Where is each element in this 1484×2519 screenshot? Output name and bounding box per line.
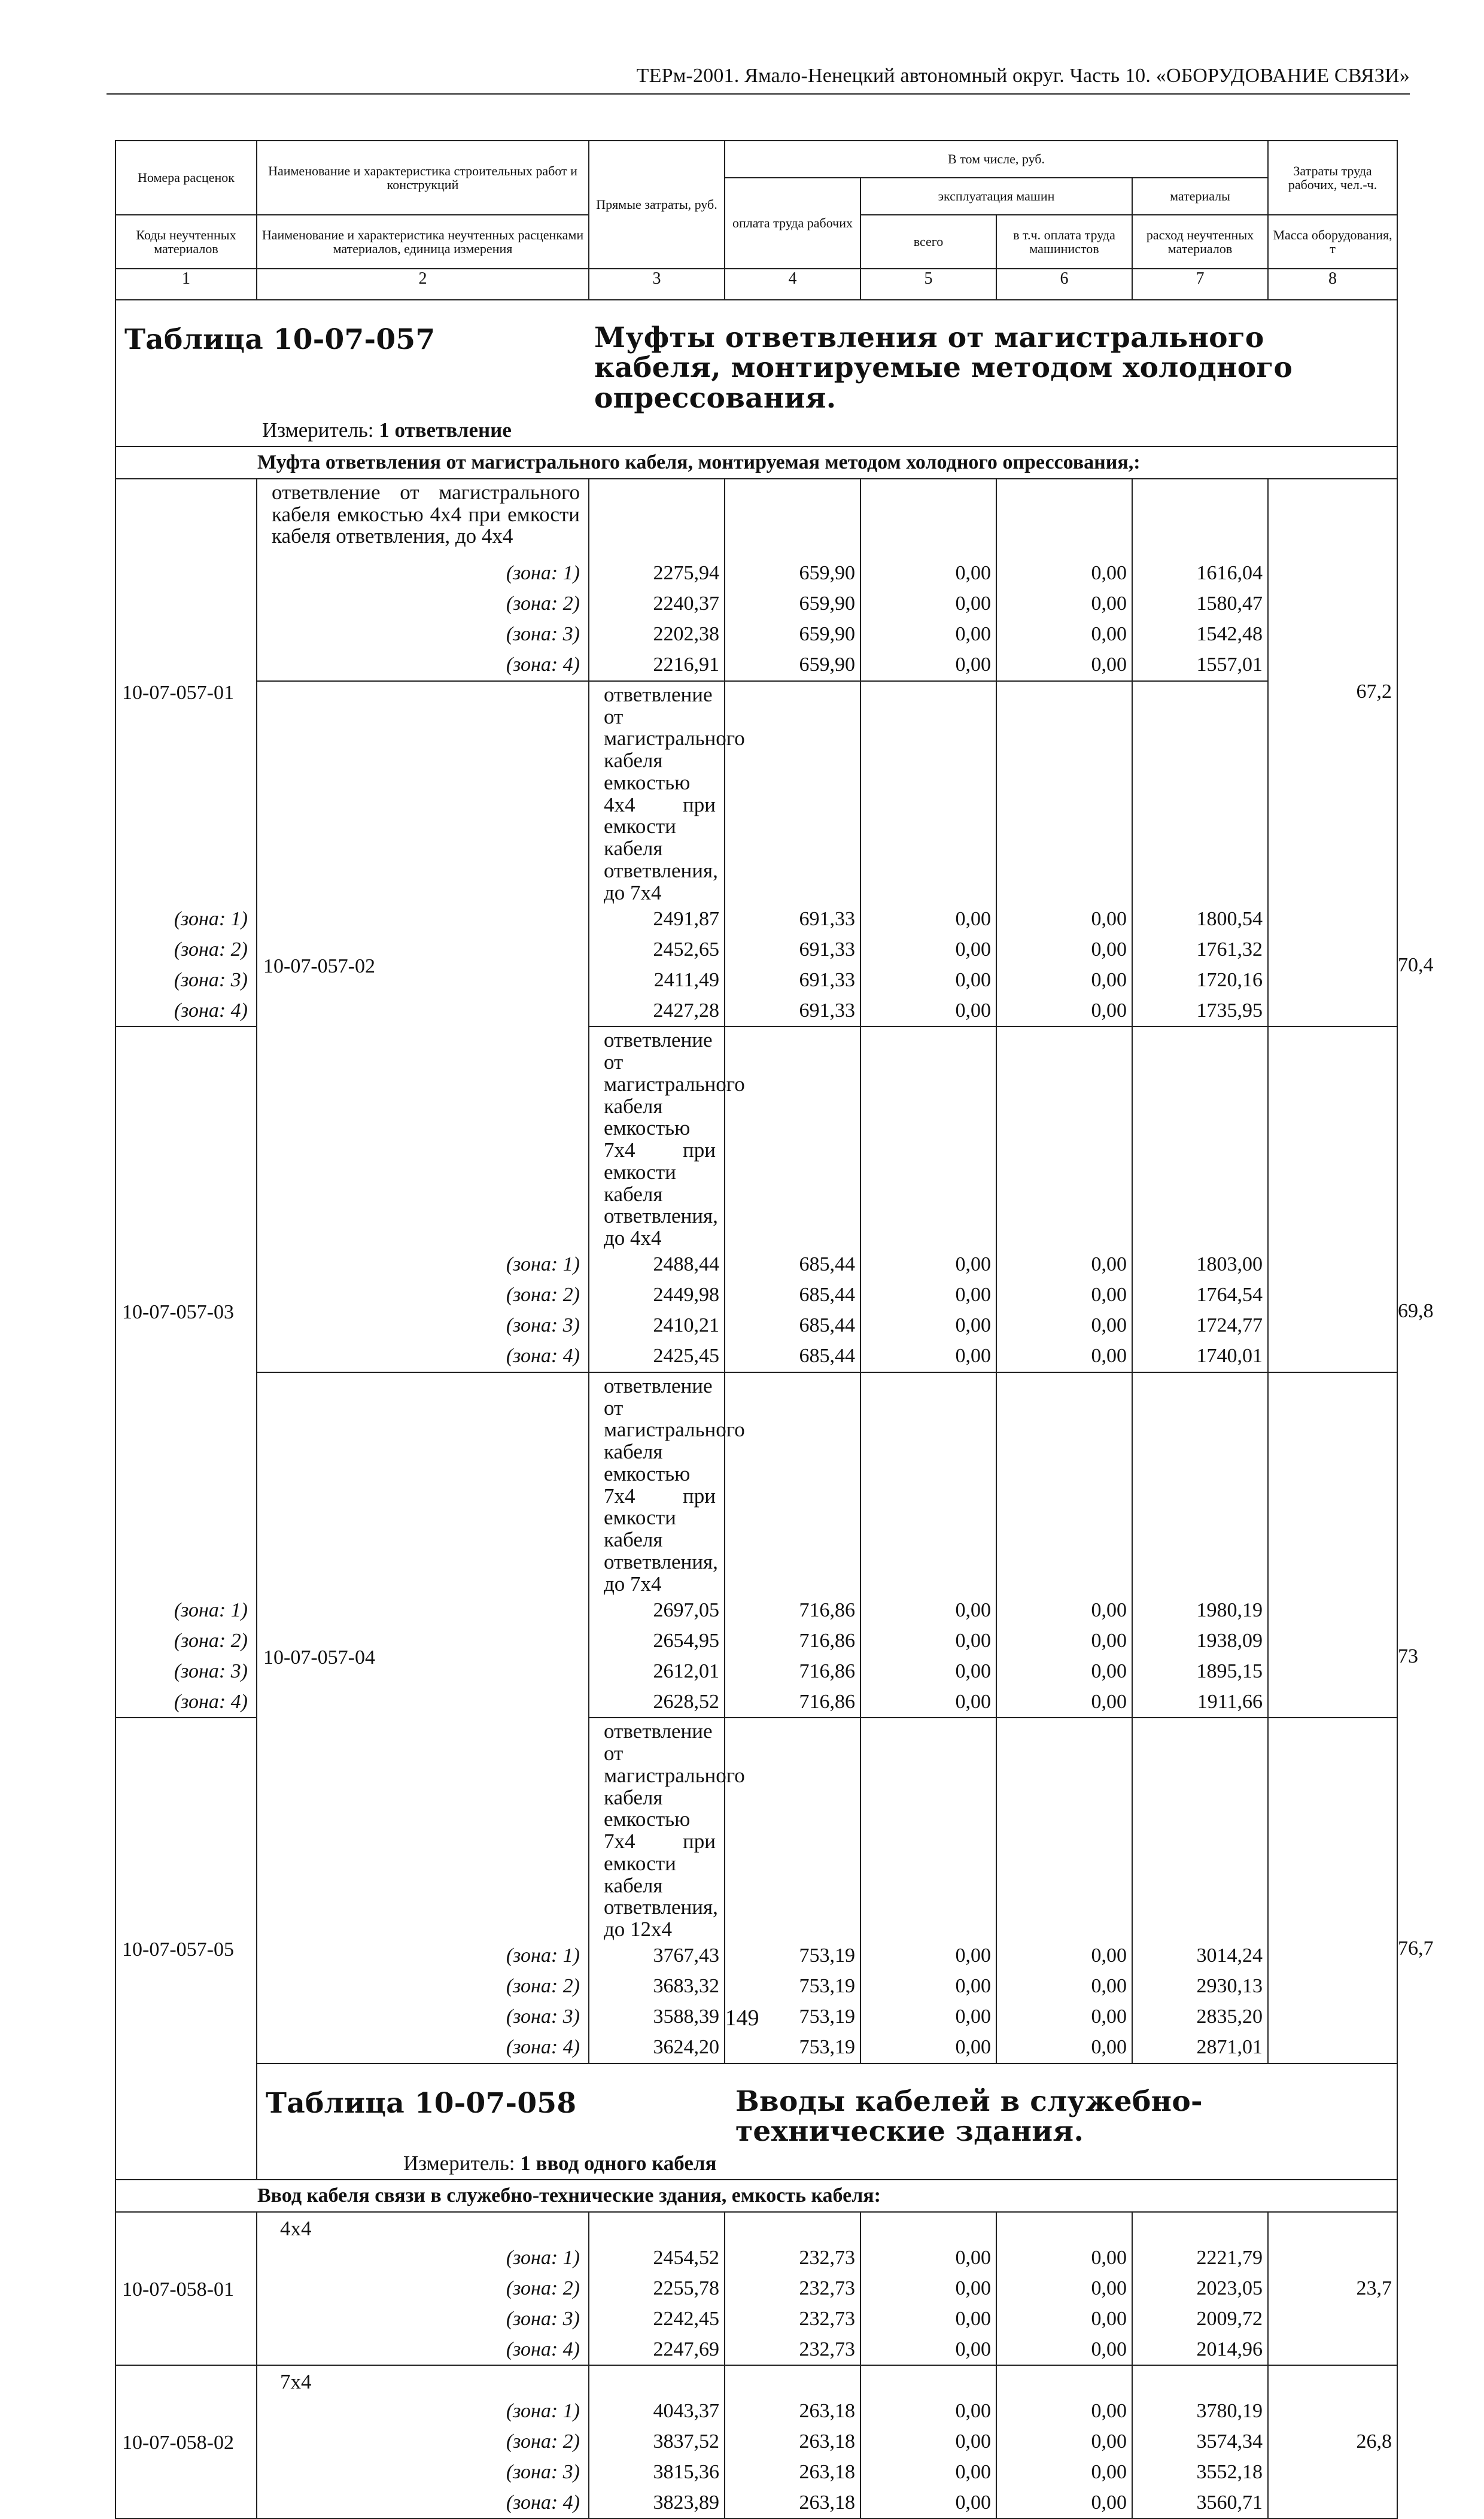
- item-row: 10-07-057-02 ответвление от магистрального кабеля емкостью 4х4 при емкости кабеля ответвления, до 7х4 70,4: [115, 681, 1397, 904]
- direct-cost: 2654,95: [589, 1625, 725, 1656]
- machines-cost: 0,00: [860, 650, 996, 681]
- machinists-cost: 0,00: [996, 2487, 1132, 2518]
- labor-cost: 716,86: [725, 1656, 860, 1687]
- column-number: 1: [115, 269, 257, 300]
- labor-cost: 659,90: [725, 650, 860, 681]
- machinists-cost: 0,00: [996, 904, 1132, 934]
- header-col2-top: Наименование и характеристика строительных работ и конструкций: [257, 141, 589, 215]
- empty-cell: [996, 2212, 1132, 2243]
- machinists-cost: 0,00: [996, 1625, 1132, 1656]
- direct-cost: 2411,49: [589, 965, 725, 995]
- machines-cost: 0,00: [860, 2487, 996, 2518]
- zone-label: (зона: 3): [257, 1311, 589, 1341]
- empty-cell: [589, 2365, 725, 2396]
- direct-cost: 3815,36: [589, 2457, 725, 2487]
- machinists-cost: 0,00: [996, 1971, 1132, 2002]
- zone-label: (зона: 2): [115, 934, 257, 965]
- zone-row: [115, 1941, 1397, 1971]
- empty-cell: [725, 1718, 860, 1941]
- labor-cost: 263,18: [725, 2426, 860, 2457]
- empty-cell: [1132, 681, 1268, 904]
- machines-cost: 0,00: [860, 2243, 996, 2273]
- machinists-cost: 0,00: [996, 1656, 1132, 1687]
- labor-cost: 659,90: [725, 558, 860, 589]
- header-col7-bottom: расход неучтенных материалов: [1132, 215, 1268, 269]
- empty-cell: [860, 479, 996, 558]
- zone-row: [115, 1250, 1397, 1280]
- direct-cost: 3624,20: [589, 2032, 725, 2064]
- machinists-cost: 0,00: [996, 619, 1132, 650]
- table-name: Муфты ответвления от магистрального кабеля, монтируемые методом холодного опрессования.: [594, 321, 1293, 415]
- rate-description: ответвление от магистрального кабеля емкостью 7х4 при емкости кабеля ответвления, до 4х4: [589, 1026, 725, 1250]
- direct-cost: 4043,37: [589, 2396, 725, 2426]
- machines-cost: 0,00: [860, 1656, 996, 1687]
- item-row: 10-07-057-03 ответвление от магистрального кабеля емкостью 7х4 при емкости кабеля ответвления, до 4х4 69,8: [115, 1026, 1397, 1250]
- rate-code: 10-07-057-04: [257, 1372, 589, 1941]
- empty-cell: [725, 1372, 860, 1596]
- zone-row: [115, 2304, 1397, 2334]
- labor-cost: 716,86: [725, 1595, 860, 1625]
- zone-row: [115, 558, 1397, 589]
- materials-cost: 2014,96: [1132, 2334, 1268, 2365]
- direct-cost: 2275,94: [589, 558, 725, 589]
- empty-cell: [1132, 2212, 1268, 2243]
- zone-row: [115, 1311, 1397, 1341]
- empty-cell: [860, 681, 996, 904]
- empty-cell: [860, 2212, 996, 2243]
- table-title-row: [115, 2064, 1397, 2180]
- column-number: 2: [257, 269, 589, 300]
- zone-label: (зона: 3): [257, 2457, 589, 2487]
- machines-cost: 0,00: [860, 965, 996, 995]
- zone-label: (зона: 2): [257, 1280, 589, 1311]
- materials-cost: 2930,13: [1132, 1971, 1268, 2002]
- materials-cost: 2009,72: [1132, 2304, 1268, 2334]
- zone-label: (зона: 1): [257, 558, 589, 589]
- header-col1-top: Номера расценок: [115, 141, 257, 215]
- materials-cost: 3780,19: [1132, 2396, 1268, 2426]
- machines-cost: 0,00: [860, 558, 996, 589]
- zone-label: (зона: 2): [257, 2426, 589, 2457]
- labor-cost: 716,86: [725, 1687, 860, 1718]
- header-col4: оплата труда рабочих: [725, 178, 860, 269]
- empty-cell: [860, 2365, 996, 2396]
- rate-description: 4х4: [257, 2212, 589, 2243]
- machines-cost: 0,00: [860, 2457, 996, 2487]
- machines-cost: 0,00: [860, 1341, 996, 1372]
- materials-cost: 1616,04: [1132, 558, 1268, 589]
- rate-description: ответвление от магистрального кабеля емкостью 7х4 при емкости кабеля ответвления, до 7х4: [589, 1372, 725, 1596]
- table-title: [266, 2087, 1388, 2147]
- labor-cost: 232,73: [725, 2304, 860, 2334]
- materials-cost: 1542,48: [1132, 619, 1268, 650]
- materials-cost: 1895,15: [1132, 1656, 1268, 1687]
- rate-code: 10-07-058-01: [115, 2212, 257, 2365]
- empty-cell: [1132, 1372, 1268, 1596]
- machines-cost: 0,00: [860, 2273, 996, 2304]
- measurer-value: 1 ввод одного кабеля: [520, 2152, 717, 2175]
- empty-cell: [589, 2212, 725, 2243]
- column-number: 6: [996, 269, 1132, 300]
- table-number: Таблица 10-07-058: [266, 2086, 577, 2120]
- empty-cell: [860, 1718, 996, 1941]
- header-row-1: [115, 141, 1397, 178]
- machines-cost: 0,00: [860, 995, 996, 1026]
- zone-label: (зона: 1): [115, 904, 257, 934]
- table-number: Таблица 10-07-057: [124, 323, 436, 356]
- direct-cost: 2491,87: [589, 904, 725, 934]
- zone-label: (зона: 2): [257, 1971, 589, 2002]
- machinists-cost: 0,00: [996, 2304, 1132, 2334]
- materials-cost: 3014,24: [1132, 1941, 1268, 1971]
- labor-cost: 753,19: [725, 2032, 860, 2064]
- zone-row: [115, 2273, 1397, 2304]
- empty-cell: [725, 479, 860, 558]
- direct-cost: 2454,52: [589, 2243, 725, 2273]
- zone-label: (зона: 1): [257, 2396, 589, 2426]
- direct-cost: 3767,43: [589, 1941, 725, 1971]
- zone-label: (зона: 3): [115, 965, 257, 995]
- group-title: Муфта ответвления от магистрального кабеля, монтируемая методом холодного опрессования,:: [115, 446, 1397, 479]
- header-group: В том числе, руб.: [725, 141, 1268, 178]
- empty-cell: [1268, 1372, 1397, 1596]
- materials-cost: 1557,01: [1132, 650, 1268, 681]
- labor-cost: 263,18: [725, 2487, 860, 2518]
- empty-cell: [996, 681, 1132, 904]
- table-title-row: [115, 300, 1397, 446]
- empty-cell: [996, 1026, 1132, 1250]
- machinists-cost: 0,00: [996, 2032, 1132, 2064]
- direct-cost: 2452,65: [589, 934, 725, 965]
- direct-cost: 3588,39: [589, 2002, 725, 2032]
- machines-cost: 0,00: [860, 589, 996, 619]
- direct-cost: 2488,44: [589, 1250, 725, 1280]
- zone-label: (зона: 4): [257, 650, 589, 681]
- machinists-cost: 0,00: [996, 589, 1132, 619]
- column-number: 7: [1132, 269, 1268, 300]
- labor-cost: 232,73: [725, 2334, 860, 2365]
- labor-cost: 753,19: [725, 1971, 860, 2002]
- header-col8-bottom: Масса оборудования, т: [1268, 215, 1397, 269]
- empty-cell: [589, 479, 725, 558]
- materials-cost: 3560,71: [1132, 2487, 1268, 2518]
- price-table: [115, 140, 1434, 2519]
- machines-cost: 0,00: [860, 904, 996, 934]
- empty-cell: [1268, 1026, 1397, 1250]
- zone-label: (зона: 2): [257, 589, 589, 619]
- direct-cost: 2240,37: [589, 589, 725, 619]
- empty-cell: [725, 681, 860, 904]
- measurer: [403, 2152, 1388, 2175]
- machinists-cost: 0,00: [996, 1250, 1132, 1280]
- empty-cell: [1132, 479, 1268, 558]
- zone-label: (зона: 4): [257, 2032, 589, 2064]
- direct-cost: 2216,91: [589, 650, 725, 681]
- measurer-prefix: Измеритель:: [262, 418, 374, 442]
- machinists-cost: 0,00: [996, 2426, 1132, 2457]
- zone-row: [115, 1280, 1397, 1311]
- machines-cost: 0,00: [860, 2032, 996, 2064]
- materials-cost: 2023,05: [1132, 2273, 1268, 2304]
- zone-label: (зона: 3): [257, 2304, 589, 2334]
- machines-cost: 0,00: [860, 2396, 996, 2426]
- zone-row: [115, 1341, 1397, 1372]
- column-number: 5: [860, 269, 996, 300]
- labor-cost: 263,18: [725, 2396, 860, 2426]
- materials-cost: 1800,54: [1132, 904, 1268, 934]
- labor-cost: 232,73: [725, 2273, 860, 2304]
- zone-row: [115, 2457, 1397, 2487]
- zone-row: [115, 2487, 1397, 2518]
- machines-cost: 0,00: [860, 1280, 996, 1311]
- labor-cost: 263,18: [725, 2457, 860, 2487]
- machines-cost: 0,00: [860, 1941, 996, 1971]
- materials-cost: 3574,34: [1132, 2426, 1268, 2457]
- empty-cell: [996, 479, 1132, 558]
- direct-cost: 3823,89: [589, 2487, 725, 2518]
- labor-cost: 232,73: [725, 2243, 860, 2273]
- zone-row: [115, 2426, 1397, 2457]
- labor-cost: 691,33: [725, 965, 860, 995]
- machines-cost: 0,00: [860, 1625, 996, 1656]
- column-number: 4: [725, 269, 860, 300]
- empty-cell: [860, 1372, 996, 1596]
- group-title-row: [115, 446, 1397, 479]
- rate-description: ответвление от магистрального кабеля емкостью 7х4 при емкости кабеля ответвления, до 12х4: [589, 1718, 725, 1941]
- header-col2-bottom: Наименование и характеристика неучтенных расценками материалов, единица измерения: [257, 215, 589, 269]
- labor-hours: 23,7: [1268, 2212, 1397, 2365]
- header-col5: всего: [860, 215, 996, 269]
- zone-label: (зона: 1): [115, 1595, 257, 1625]
- materials-cost: 1580,47: [1132, 589, 1268, 619]
- zone-label: (зона: 1): [257, 1941, 589, 1971]
- materials-cost: 1740,01: [1132, 1341, 1268, 1372]
- direct-cost: 3683,32: [589, 1971, 725, 2002]
- materials-cost: 1938,09: [1132, 1625, 1268, 1656]
- empty-cell: [860, 1026, 996, 1250]
- materials-cost: 2871,01: [1132, 2032, 1268, 2064]
- zone-label: (зона: 3): [257, 2002, 589, 2032]
- materials-cost: 2221,79: [1132, 2243, 1268, 2273]
- labor-hours: 67,2: [1268, 479, 1397, 904]
- machinists-cost: 0,00: [996, 1595, 1132, 1625]
- machinists-cost: 0,00: [996, 558, 1132, 589]
- rate-code: 10-07-057-02: [257, 681, 589, 1250]
- labor-cost: 659,90: [725, 619, 860, 650]
- measurer-prefix: Измеритель:: [403, 2152, 515, 2175]
- zone-label: (зона: 1): [257, 2243, 589, 2273]
- machinists-cost: 0,00: [996, 1280, 1132, 1311]
- machines-cost: 0,00: [860, 2334, 996, 2365]
- header-col1-bottom: Коды неучтенных материалов: [115, 215, 257, 269]
- zone-row: [115, 2243, 1397, 2273]
- machines-cost: 0,00: [860, 1687, 996, 1718]
- machines-cost: 0,00: [860, 619, 996, 650]
- machines-cost: 0,00: [860, 1595, 996, 1625]
- empty-cell: [725, 2212, 860, 2243]
- machinists-cost: 0,00: [996, 934, 1132, 965]
- rate-description: ответвление от магистрального кабеля емкостью 4х4 при емкости кабеля ответвления, до 7х4: [589, 681, 725, 904]
- machinists-cost: 0,00: [996, 650, 1132, 681]
- labor-cost: 685,44: [725, 1311, 860, 1341]
- column-numbers-row: [115, 269, 1397, 300]
- machinists-cost: 0,00: [996, 2334, 1132, 2365]
- machinists-cost: 0,00: [996, 1311, 1132, 1341]
- zone-label: (зона: 2): [257, 2273, 589, 2304]
- labor-cost: 659,90: [725, 589, 860, 619]
- direct-cost: 2425,45: [589, 1341, 725, 1372]
- item-row: [115, 2212, 1397, 2243]
- machinists-cost: 0,00: [996, 2457, 1132, 2487]
- item-row: [115, 2365, 1397, 2396]
- materials-cost: 3552,18: [1132, 2457, 1268, 2487]
- materials-cost: 1980,19: [1132, 1595, 1268, 1625]
- zone-label: (зона: 4): [257, 1341, 589, 1372]
- materials-cost: 1764,54: [1132, 1280, 1268, 1311]
- rate-description: 7х4: [257, 2365, 589, 2396]
- zone-label: (зона: 3): [115, 1656, 257, 1687]
- machinists-cost: 0,00: [996, 1687, 1132, 1718]
- empty-cell: [1132, 2365, 1268, 2396]
- labor-cost: 691,33: [725, 904, 860, 934]
- item-row: 10-07-057-04 ответвление от магистрального кабеля емкостью 7х4 при емкости кабеля ответвления, до 7х4 73: [115, 1372, 1397, 1596]
- labor-cost: 753,19: [725, 2002, 860, 2032]
- group-title: Ввод кабеля связи в служебно-технические здания, емкость кабеля:: [115, 2180, 1397, 2212]
- zone-row: [115, 619, 1397, 650]
- header-col3: Прямые затраты, руб.: [589, 141, 725, 269]
- zone-label: (зона: 1): [257, 1250, 589, 1280]
- table-title-cell: [115, 300, 1397, 446]
- empty-cell: [725, 2365, 860, 2396]
- zone-label: (зона: 4): [115, 995, 257, 1026]
- machinists-cost: 0,00: [996, 2002, 1132, 2032]
- zone-label: (зона: 4): [257, 2334, 589, 2365]
- zone-label: (зона: 2): [115, 1625, 257, 1656]
- materials-cost: 1761,32: [1132, 934, 1268, 965]
- table-title: [124, 323, 1388, 414]
- machines-cost: 0,00: [860, 934, 996, 965]
- empty-cell: [996, 2365, 1132, 2396]
- direct-cost: 2612,01: [589, 1656, 725, 1687]
- direct-cost: 2449,98: [589, 1280, 725, 1311]
- measurer: [262, 418, 1388, 442]
- direct-cost: 2255,78: [589, 2273, 725, 2304]
- page-number: 149: [725, 2006, 759, 2031]
- rate-code: 10-07-057-01: [115, 479, 257, 904]
- labor-cost: 753,19: [725, 1941, 860, 1971]
- header-machines: эксплуатация машин: [860, 178, 1132, 215]
- direct-cost: 2410,21: [589, 1311, 725, 1341]
- column-number: 8: [1268, 269, 1397, 300]
- empty-cell: [725, 1026, 860, 1250]
- zone-row: [115, 589, 1397, 619]
- direct-cost: 2697,05: [589, 1595, 725, 1625]
- rate-code: 10-07-058-02: [115, 2365, 257, 2518]
- machinists-cost: 0,00: [996, 1941, 1132, 1971]
- machinists-cost: 0,00: [996, 2273, 1132, 2304]
- zone-label: (зона: 3): [257, 619, 589, 650]
- materials-cost: 1724,77: [1132, 1311, 1268, 1341]
- materials-cost: 1803,00: [1132, 1250, 1268, 1280]
- empty-cell: [996, 1372, 1132, 1596]
- machines-cost: 0,00: [860, 2304, 996, 2334]
- zone-row: [115, 650, 1397, 681]
- machinists-cost: 0,00: [996, 1341, 1132, 1372]
- zone-row: [115, 2396, 1397, 2426]
- table-name: Вводы кабелей в служебно-технические здания.: [735, 2085, 1203, 2149]
- machines-cost: 0,00: [860, 2002, 996, 2032]
- rate-code: 10-07-057-05: [115, 1718, 257, 2180]
- materials-cost: 1735,95: [1132, 995, 1268, 1026]
- direct-cost: 2202,38: [589, 619, 725, 650]
- machinists-cost: 0,00: [996, 2396, 1132, 2426]
- measurer-value: 1 ответвление: [379, 418, 512, 442]
- labor-cost: 691,33: [725, 934, 860, 965]
- labor-hours: 26,8: [1268, 2365, 1397, 2518]
- empty-cell: [1132, 1026, 1268, 1250]
- materials-cost: 1911,66: [1132, 1687, 1268, 1718]
- labor-cost: 685,44: [725, 1341, 860, 1372]
- table-title-cell: [257, 2064, 1397, 2180]
- rate-description: ответвление от магистрального кабеля емкостью 4х4 при емкости кабеля ответвления, до 4х4: [257, 479, 589, 558]
- zone-row: [115, 2334, 1397, 2365]
- zone-label: (зона: 4): [115, 1687, 257, 1718]
- labor-cost: 716,86: [725, 1625, 860, 1656]
- machinists-cost: 0,00: [996, 2243, 1132, 2273]
- header-col8-top: Затраты труда рабочих, чел.-ч.: [1268, 141, 1397, 215]
- direct-cost: 2628,52: [589, 1687, 725, 1718]
- empty-cell: [996, 1718, 1132, 1941]
- zone-row: [115, 1971, 1397, 2002]
- labor-cost: 685,44: [725, 1250, 860, 1280]
- labor-cost: 685,44: [725, 1280, 860, 1311]
- machines-cost: 0,00: [860, 1311, 996, 1341]
- direct-cost: 3837,52: [589, 2426, 725, 2457]
- empty-cell: [1132, 1718, 1268, 1941]
- column-number: 3: [589, 269, 725, 300]
- zone-label: (зона: 4): [257, 2487, 589, 2518]
- direct-cost: 2427,28: [589, 995, 725, 1026]
- header-col7-top: материалы: [1132, 178, 1268, 215]
- running-header: ТЕРм-2001. Ямало-Ненецкий автономный округ. Часть 10. «ОБОРУДОВАНИЕ СВЯЗИ»: [107, 65, 1410, 95]
- machines-cost: 0,00: [860, 1250, 996, 1280]
- materials-cost: 1720,16: [1132, 965, 1268, 995]
- materials-cost: 2835,20: [1132, 2002, 1268, 2032]
- direct-cost: 2242,45: [589, 2304, 725, 2334]
- machinists-cost: 0,00: [996, 965, 1132, 995]
- labor-cost: 691,33: [725, 995, 860, 1026]
- machines-cost: 0,00: [860, 2426, 996, 2457]
- item-row: 10-07-057-05 ответвление от магистрального кабеля емкостью 7х4 при емкости кабеля ответвления, до 12х4 76,7: [115, 1718, 1397, 1941]
- rate-code: 10-07-057-03: [115, 1026, 257, 1595]
- header-col6: в т.ч. оплата труда машинистов: [996, 215, 1132, 269]
- machinists-cost: 0,00: [996, 995, 1132, 1026]
- zone-row: [115, 2032, 1397, 2064]
- machines-cost: 0,00: [860, 1971, 996, 2002]
- group-title-row: [115, 2180, 1397, 2212]
- item-row: [115, 479, 1397, 558]
- direct-cost: 2247,69: [589, 2334, 725, 2365]
- empty-cell: [1268, 1718, 1397, 1941]
